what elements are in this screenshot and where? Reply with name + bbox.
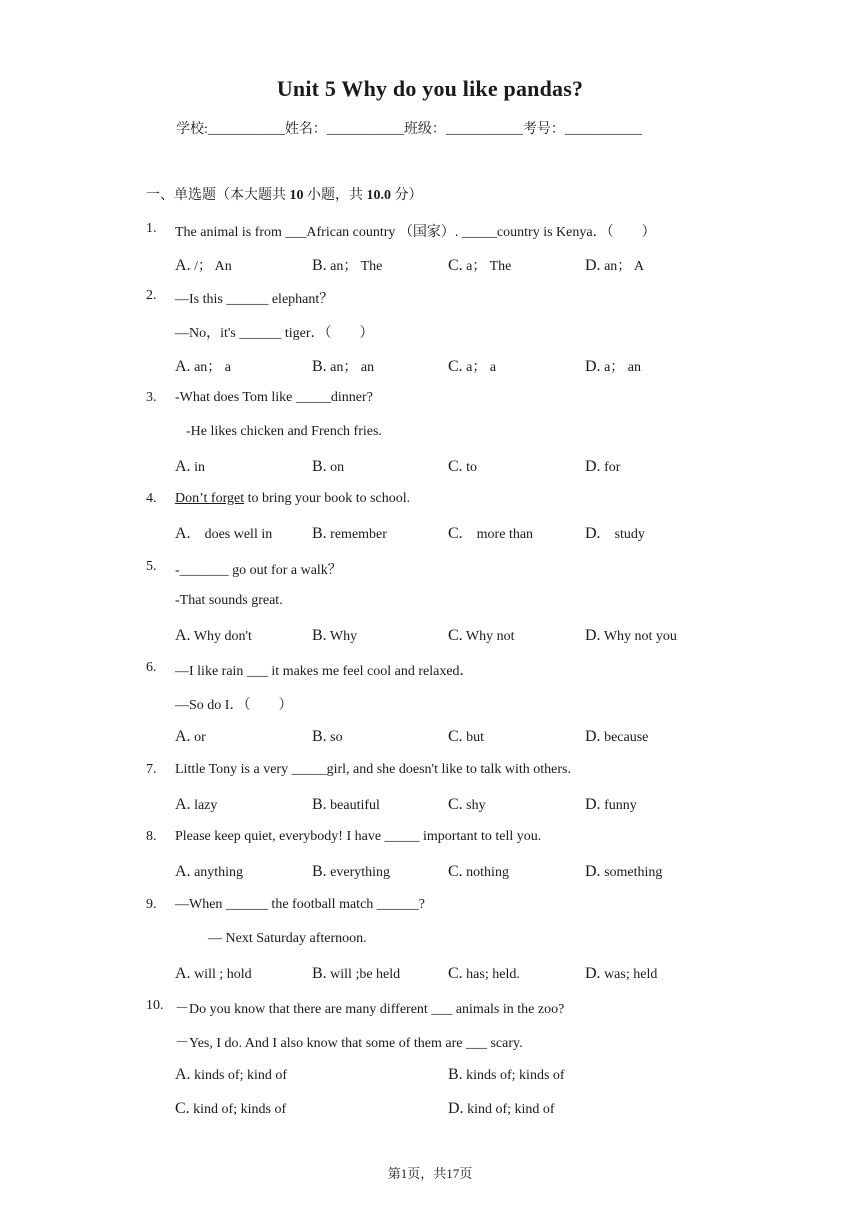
- option-text: has; held.: [466, 967, 520, 982]
- question-stem: -What does Tom like _____dinner?: [175, 390, 373, 405]
- option-a[interactable]: [175, 728, 206, 746]
- option-a[interactable]: [175, 525, 272, 543]
- option-c[interactable]: [448, 458, 477, 476]
- option-text: lazy: [194, 798, 218, 813]
- option-text: /； An: [194, 259, 232, 274]
- option-letter: A.: [175, 525, 191, 542]
- option-letter: D.: [585, 965, 601, 982]
- option-text: study: [614, 527, 645, 542]
- question-number: 6.: [146, 660, 157, 675]
- option-text: Why not: [465, 629, 515, 644]
- option-a[interactable]: [175, 255, 232, 275]
- option-text: does well in: [204, 527, 273, 542]
- option-letter: A.: [175, 458, 191, 475]
- option-c[interactable]: [448, 525, 533, 543]
- question-stem: －Yes, I do. And I also know that some of them are ___ scary.: [175, 1036, 523, 1051]
- option-letter: B.: [312, 965, 327, 982]
- option-b[interactable]: [312, 965, 400, 983]
- option-text: kind of; kinds of: [193, 1102, 287, 1117]
- question-stem: —When ______ the football match ______?: [175, 897, 425, 912]
- question-stem: —Is this ______ elephant？: [175, 292, 334, 307]
- option-c[interactable]: [448, 627, 515, 645]
- option-d[interactable]: [585, 627, 677, 645]
- option-d[interactable]: [585, 728, 648, 746]
- option-text: was; held: [604, 967, 658, 982]
- question-number: 2.: [146, 288, 157, 303]
- question-stem: —I like rain ___ it makes me feel cool and relaxed．: [175, 664, 474, 679]
- question-stem: -He likes chicken and French fries.: [186, 424, 382, 439]
- option-text: because: [604, 730, 649, 745]
- option-text: but: [466, 730, 485, 745]
- option-d[interactable]: [585, 863, 662, 881]
- option-text: nothing: [466, 865, 509, 880]
- option-letter: B.: [312, 257, 327, 274]
- question-stem: The animal is from ___African country （国家）. _____country is Kenya．（ ）: [175, 225, 656, 240]
- section-heading: [146, 184, 423, 204]
- option-letter: C.: [448, 863, 463, 880]
- option-letter: B.: [312, 627, 327, 644]
- option-letter: A.: [175, 627, 191, 644]
- option-letter: A.: [175, 965, 191, 982]
- option-letter: C.: [448, 965, 463, 982]
- option-text: an； The: [330, 259, 383, 274]
- option-letter: B.: [312, 863, 327, 880]
- option-text: will ;be held: [330, 967, 401, 982]
- option-letter: A.: [175, 796, 191, 813]
- question-number: 10.: [146, 998, 164, 1013]
- option-a[interactable]: [175, 458, 205, 476]
- question-number: 3.: [146, 390, 157, 405]
- option-letter: A.: [175, 257, 191, 274]
- option-text: Why don't: [193, 629, 252, 644]
- option-letter: A.: [175, 1066, 191, 1083]
- option-c[interactable]: [448, 728, 484, 746]
- option-letter: D.: [585, 525, 601, 542]
- option-d[interactable]: [585, 965, 657, 983]
- option-a[interactable]: [175, 627, 252, 645]
- option-text: everything: [330, 865, 391, 880]
- section-score: 10.0: [366, 188, 391, 203]
- option-text: shy: [466, 798, 486, 813]
- option-text: remember: [330, 527, 387, 542]
- option-d[interactable]: [585, 796, 637, 814]
- question-number: 1.: [146, 221, 157, 236]
- option-a[interactable]: [175, 796, 217, 814]
- school-field[interactable]: 学校:___________: [176, 122, 285, 137]
- option-letter: B.: [312, 796, 327, 813]
- option-d[interactable]: [585, 255, 644, 275]
- option-b[interactable]: [312, 627, 357, 645]
- option-a[interactable]: [175, 965, 252, 983]
- question-stem: —So do I．（ ）: [175, 698, 293, 713]
- option-letter: C.: [448, 728, 463, 745]
- option-c[interactable]: [448, 863, 509, 881]
- question-number: 5.: [146, 559, 157, 574]
- page-footer: 第1页，共17页: [387, 1166, 473, 1181]
- option-letter: B.: [312, 358, 327, 375]
- option-letter: C.: [448, 796, 463, 813]
- option-a[interactable]: [175, 863, 243, 881]
- option-text: kind of; kind of: [467, 1102, 555, 1117]
- name-field[interactable]: 姓名：___________: [284, 122, 404, 137]
- option-b[interactable]: [312, 728, 343, 746]
- option-text: or: [194, 730, 206, 745]
- option-c[interactable]: [448, 796, 486, 814]
- option-a[interactable]: [175, 1066, 287, 1084]
- option-text: an； A: [604, 259, 645, 274]
- option-letter: D.: [585, 627, 601, 644]
- option-b[interactable]: [312, 356, 374, 376]
- option-c[interactable]: [175, 1100, 286, 1118]
- option-text: kinds of; kinds of: [466, 1068, 565, 1083]
- option-letter: B.: [312, 458, 327, 475]
- option-text: funny: [604, 798, 637, 813]
- option-b[interactable]: [448, 1066, 565, 1084]
- option-letter: A.: [175, 728, 191, 745]
- section-prefix: 一、单选题（本大题共: [146, 188, 286, 203]
- student-info-line: [176, 118, 642, 138]
- section-count: 10: [289, 188, 304, 203]
- option-c[interactable]: [448, 965, 520, 983]
- option-letter: D.: [585, 728, 601, 745]
- page-title: Unit 5 Why do you like pandas?: [276, 76, 584, 101]
- option-letter: C.: [175, 1100, 190, 1117]
- option-text: more than: [476, 527, 534, 542]
- option-text: a； an: [604, 360, 641, 375]
- question-number: 4.: [146, 491, 157, 506]
- option-text: kinds of; kind of: [194, 1068, 288, 1083]
- option-text: an； a: [194, 360, 231, 375]
- question-stem: Little Tony is a very _____girl, and she doesn't like to talk with others.: [175, 762, 571, 777]
- option-letter: C.: [448, 358, 463, 375]
- option-letter: D.: [585, 863, 601, 880]
- option-letter: C.: [448, 627, 463, 644]
- option-d[interactable]: [585, 356, 641, 376]
- underlined-phrase: Don’t forget: [175, 491, 245, 506]
- question-stem: －Do you know that there are many different ___ animals in the zoo?: [175, 1002, 565, 1017]
- option-text: Why: [329, 629, 358, 644]
- option-b[interactable]: [312, 458, 344, 476]
- option-text: for: [604, 460, 621, 475]
- question-stem: —No，it's ______ tiger．（ ）: [175, 326, 374, 341]
- option-text: so: [330, 730, 343, 745]
- option-letter: A.: [175, 863, 191, 880]
- option-letter: D.: [448, 1100, 464, 1117]
- option-text: on: [330, 460, 345, 475]
- option-letter: D.: [585, 358, 601, 375]
- question-number: 7.: [146, 762, 157, 777]
- option-c[interactable]: [448, 255, 511, 275]
- stem-rest: to bring your book to school.: [244, 491, 411, 506]
- option-letter: D.: [585, 458, 601, 475]
- section-suffix: 分）: [394, 188, 423, 203]
- option-text: anything: [194, 865, 244, 880]
- question-number: 9.: [146, 897, 157, 912]
- option-text: in: [194, 460, 205, 475]
- option-text: will ; hold: [194, 967, 252, 982]
- option-b[interactable]: [312, 796, 380, 814]
- question-stem: Please keep quiet, everybody! I have _____ important to tell you.: [175, 829, 542, 844]
- option-letter: C.: [448, 458, 463, 475]
- option-text: something: [604, 865, 663, 880]
- question-stem: -That sounds great.: [175, 593, 283, 608]
- question-number: 8.: [146, 829, 157, 844]
- option-b[interactable]: [312, 525, 387, 543]
- option-letter: D.: [585, 796, 601, 813]
- section-mid: 小题，共: [307, 188, 363, 203]
- option-letter: D.: [585, 257, 601, 274]
- option-letter: B.: [448, 1066, 463, 1083]
- question-stem: [175, 491, 410, 507]
- option-letter: B.: [312, 728, 327, 745]
- option-d[interactable]: [448, 1100, 555, 1118]
- option-text: to: [466, 460, 478, 475]
- option-d[interactable]: [585, 525, 645, 543]
- option-text: beautiful: [330, 798, 380, 813]
- question-stem: -_______ go out for a walk？: [175, 563, 342, 578]
- option-letter: C.: [448, 257, 463, 274]
- option-c[interactable]: [448, 356, 496, 376]
- option-letter: A.: [175, 358, 191, 375]
- option-text: a； The: [466, 259, 512, 274]
- class-field[interactable]: 班级：___________: [403, 122, 523, 137]
- option-a[interactable]: [175, 356, 231, 376]
- option-b[interactable]: [312, 863, 390, 881]
- option-letter: B.: [312, 525, 327, 542]
- option-b[interactable]: [312, 255, 382, 275]
- option-text: an； an: [330, 360, 375, 375]
- option-letter: C.: [448, 525, 463, 542]
- option-text: a； a: [466, 360, 497, 375]
- exam-number-field[interactable]: 考号：___________: [522, 122, 642, 137]
- option-text: Why not you: [603, 629, 677, 644]
- question-stem: — Next Saturday afternoon.: [208, 931, 367, 946]
- option-d[interactable]: [585, 458, 620, 476]
